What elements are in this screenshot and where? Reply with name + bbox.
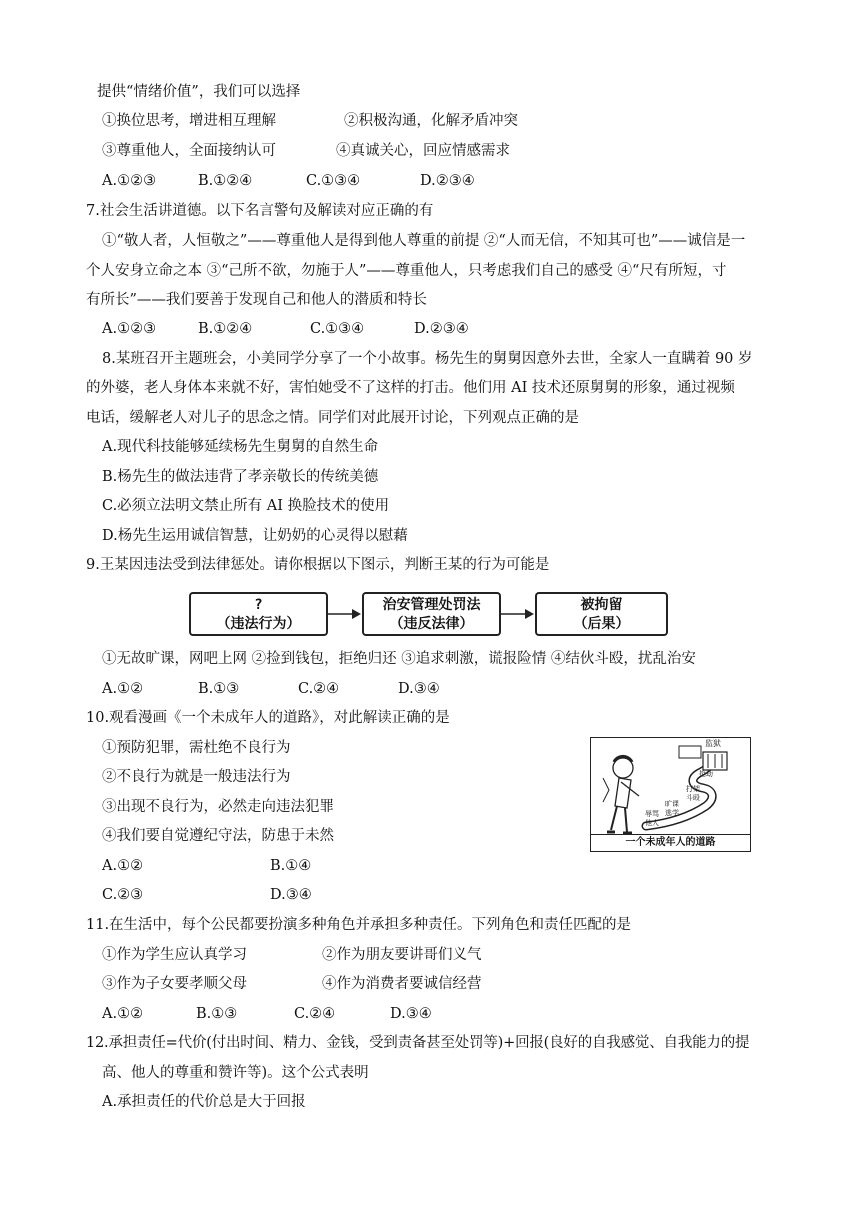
q10-stem: 10.观看漫画《一个未成年人的道路》，对此解读正确的是 [86, 710, 450, 726]
q10-option-2: ②不良行为就是一般违法行为 [102, 769, 291, 785]
flow-box-bottom: （后果） [573, 616, 630, 632]
answer-c: C.②③ [102, 887, 144, 903]
cartoon-caption-text: 一个未成年人的道路 [625, 837, 716, 848]
answer-b: B.①②④ [198, 173, 253, 189]
q11-answers [102, 1004, 602, 1024]
flow-box-consequence [535, 592, 668, 636]
q6-options-row2 [102, 141, 662, 161]
q8-line-2: 的外婆，老人身体本来就不好，害怕她受不了这样的打击。他们用 AI 技术还原舅舅的形象，通过视频 [86, 380, 735, 396]
q10-option-1: ①预防犯罪，需杜绝不良行为 [102, 740, 291, 756]
q6-option-4: ④真诚关心，回应情感需求 [336, 143, 510, 159]
answer-a: A.①② [102, 858, 144, 874]
q9-answers [102, 679, 602, 699]
q7-line-3: 有所长”——我们要善于发现自己和他人的潜质和特长 [86, 292, 427, 308]
q12-line-2: 高、他人的尊重和赞许等)。这个公式表明 [102, 1065, 369, 1081]
answer-d: D.②③④ [414, 321, 469, 337]
answer-b: B.①④ [270, 858, 312, 874]
q11-option-4: ④作为消费者要诚信经营 [322, 976, 482, 992]
answer-d: D.③④ [398, 681, 440, 697]
answer-c: C.②④ [298, 681, 340, 697]
answer-c: C.①③④ [310, 321, 365, 337]
cartoon-caption [591, 834, 750, 851]
answer-d: D.②③④ [420, 173, 475, 189]
answer-b: B.①②④ [198, 321, 253, 337]
answer-d: D.③④ [270, 887, 312, 903]
q6-answers [102, 171, 602, 191]
q8-option-c: C.必须立法明文禁止所有 AI 换脸技术的使用 [102, 498, 390, 514]
q8-line-3: 电话，缓解老人对儿子的思念之情。同学们对此展开讨论，下列观点正确的是 [86, 410, 579, 426]
cartoon-label-3: 打架斗殴 [686, 785, 700, 802]
q8-line-1: 8.某班召开主题班会，小美同学分享了一个小故事。杨先生的舅舅因意外去世，全家人一直瞒着 90 岁 [102, 351, 753, 367]
q8-option-b: B.杨先生的做法违背了孝亲敬长的传统美德 [102, 469, 379, 485]
flow-box-violation [189, 592, 328, 636]
q8-option-a: A.现代科技能够延续杨先生舅舅的自然生命 [102, 439, 379, 455]
q11-option-1: ①作为学生应认真学习 [102, 947, 247, 963]
q10-answers-row1 [102, 856, 402, 876]
q10-answers-row2 [102, 885, 402, 905]
cartoon-label-4: 抢劫 [699, 770, 713, 778]
q11-stem: 11.在生活中，每个公民都要扮演多种角色并承担多种责任。下列角色和责任匹配的是 [86, 917, 632, 933]
q7-line-2: 个人安身立命之本 ③“己所不欲，勿施于人”——尊重他人，只考虑我们自己的感受 ④“尺有所短，寸 [86, 263, 727, 279]
answer-a: A.①② [102, 1006, 144, 1022]
answer-d: D.③④ [390, 1006, 432, 1022]
answer-b: B.①③ [196, 1006, 238, 1022]
q9-options: ①无故旷课，网吧上网 ②捡到钱包，拒绝归还 ③追求刺激，谎报险情 ④结伙斗殴，扰乱治安 [102, 651, 696, 667]
flow-box-bottom: （违反法律） [389, 616, 474, 632]
q9-stem: 9.王某因违法受到法律惩处。请你根据以下图示，判断王某的行为可能是 [86, 557, 550, 573]
cartoon-label-2: 旷课逃学 [665, 800, 679, 817]
q6-option-2: ②积极沟通，化解矛盾冲突 [344, 113, 518, 129]
flow-arrow-1 [328, 604, 362, 624]
answer-a: A.①② [102, 681, 144, 697]
q12-option-a: A.承担责任的代价总是大于回报 [102, 1094, 306, 1110]
q7-line-1: ①“敬人者，人恒敬之”——尊重他人是得到他人尊重的前提 ②“人而无信，不知其可也”——诚信是一 [102, 233, 746, 249]
q11-options-row1 [102, 945, 662, 965]
flow-box-top: 被拘留 [580, 597, 623, 613]
q7-stem: 7.社会生活讲道德。以下名言警句及解读对应正确的有 [86, 203, 434, 219]
q11-option-2: ②作为朋友要讲哥们义气 [322, 947, 482, 963]
answer-a: A.①②③ [102, 173, 157, 189]
q6-option-3: ③尊重他人，全面接纳认可 [102, 143, 276, 159]
q8-option-d: D.杨先生运用诚信智慧，让奶奶的心灵得以慰藉 [102, 528, 408, 544]
q7-answers [102, 319, 602, 339]
answer-b: B.①③ [198, 681, 240, 697]
q10-option-4: ④我们要自觉遵纪守法，防患于未然 [102, 828, 334, 844]
cartoon-minor-road [590, 737, 751, 852]
cartoon-sign-prison: 监狱 [705, 739, 721, 748]
q10-option-3: ③出现不良行为，必然走向违法犯罪 [102, 799, 334, 815]
q12-line-1: 12.承担责任=代价(付出时间、精力、金钱，受到责备甚至处罚等)+回报(良好的自我感觉、自我能力的提 [86, 1035, 750, 1051]
q11-option-3: ③作为子女要孝顺父母 [102, 976, 247, 992]
flow-box-top: ? [254, 597, 263, 613]
flow-box-law [362, 592, 501, 636]
answer-c: C.②④ [294, 1006, 336, 1022]
flow-box-top: 治安管理处罚法 [382, 597, 481, 613]
cartoon-label-1: 辱骂他人 [645, 810, 659, 827]
q11-options-row2 [102, 974, 662, 994]
q6-options-row1 [102, 111, 662, 131]
flow-arrow-2 [501, 604, 535, 624]
q6-option-1: ①换位思考，增进相互理解 [102, 113, 276, 129]
answer-c: C.①③④ [306, 173, 361, 189]
flow-box-bottom: （违法行为） [216, 616, 301, 632]
answer-a: A.①②③ [102, 321, 157, 337]
q6-intro: 提供“情绪价值”，我们可以选择 [97, 84, 301, 100]
